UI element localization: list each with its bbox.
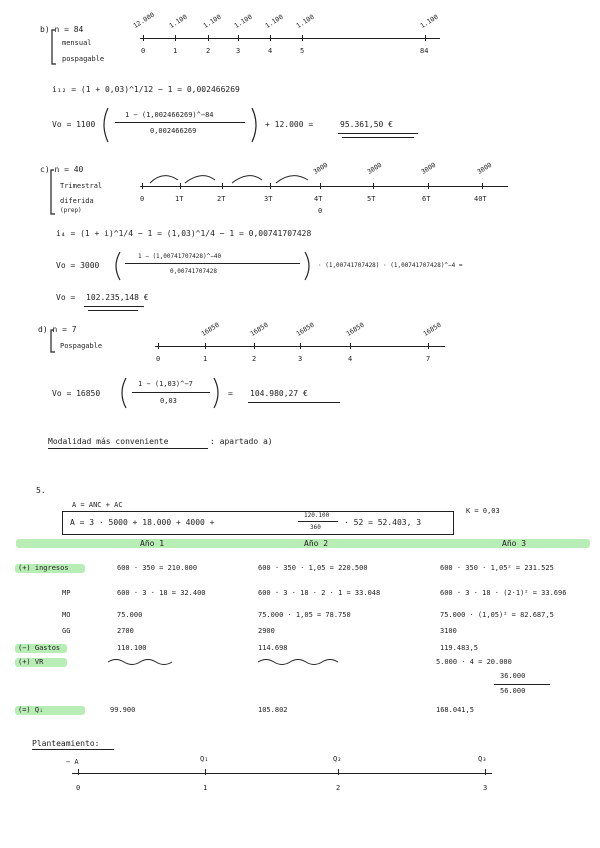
part-c-label: c) n = 40 xyxy=(40,165,84,174)
part-b-vo-prefix: Vo = 1100 xyxy=(52,120,96,129)
part-c-type-1: Trimestral xyxy=(60,182,103,190)
axis-label: 5 xyxy=(300,47,305,55)
plan-axis-label: 0 xyxy=(76,784,81,792)
qi-y1: 99.900 xyxy=(110,706,136,714)
k-value: K = 0,03 xyxy=(466,507,500,515)
gg-y1: 2700 xyxy=(117,627,134,635)
ingresos-y3: 600 · 350 · 1,05² = 231.525 xyxy=(440,564,554,572)
tick xyxy=(205,343,206,349)
tick xyxy=(302,35,303,41)
flow-value: 16850 xyxy=(421,320,443,338)
flow-value: 1.100 xyxy=(167,12,189,30)
tick xyxy=(142,183,143,189)
part-d-vo-eq: = xyxy=(228,389,233,398)
year-3-header: Año 3 xyxy=(502,539,527,548)
plan-flow: Q₃ xyxy=(478,755,487,763)
part-c-rate: i₄ = (1 + i)^1/4 − 1 = (1,03)^1/4 − 1 = 0,00741707428 xyxy=(56,229,312,238)
tick xyxy=(238,35,239,41)
box-frac-den: 360 xyxy=(310,524,321,531)
gastos-y3: 119.483,5 xyxy=(440,644,478,652)
flow-value: 3000 xyxy=(475,160,494,176)
axis-label: 3 xyxy=(236,47,241,55)
part-b-type-1: mensual xyxy=(62,39,92,47)
problem-number: 5. xyxy=(36,486,46,495)
vr-y3-line2: 36.000 xyxy=(500,672,526,680)
plan-timeline xyxy=(72,773,492,774)
tick xyxy=(482,183,483,189)
flow-value: 3000 xyxy=(365,160,384,176)
part-b-type-2: pospagable xyxy=(62,55,105,63)
tick xyxy=(222,183,223,189)
tick xyxy=(205,769,206,775)
plan-axis-label: 1 xyxy=(203,784,208,792)
mp-y3: 600 · 3 · 18 · (2·1)² = 33.696 xyxy=(440,589,567,597)
conclusion-text: : apartado a) xyxy=(210,437,273,446)
gg-y3: 3100 xyxy=(440,627,457,635)
mo-y1: 75.000 xyxy=(117,611,143,619)
tick xyxy=(208,35,209,41)
row-label-vr: (+) VR xyxy=(18,658,44,666)
plan-axis-label: 3 xyxy=(483,784,488,792)
gastos-y1: 110.100 xyxy=(117,644,147,652)
qi-y3: 168.041,5 xyxy=(436,706,474,714)
flow-value: 16850 xyxy=(344,320,366,338)
part-b-vo-suffix: + 12.000 = xyxy=(265,120,314,129)
part-b-frac-den: 0,002466269 xyxy=(150,127,197,135)
vr-y3-line1: 5.000 · 4 = 20.000 xyxy=(436,658,512,666)
tick xyxy=(425,35,426,41)
mp-y2: 600 · 3 · 18 · 2 · 1 = 33.048 xyxy=(258,589,381,597)
box-prefix: A = 3 · 5000 + 18.000 + 4000 + xyxy=(70,518,215,527)
part-b-frac-num: 1 − (1,002466269)^−84 xyxy=(125,111,214,119)
part-b-label: b) n = 84 xyxy=(40,25,84,34)
tick xyxy=(373,183,374,189)
part-c-frac-den: 0,00741707428 xyxy=(170,268,217,275)
flow-value: 12.000 xyxy=(131,10,156,30)
axis-label: 2 xyxy=(252,355,257,363)
axis-label: 0 xyxy=(140,195,145,203)
tick xyxy=(485,769,486,775)
axis-label: 1T xyxy=(175,195,184,203)
axis-label: 3T xyxy=(264,195,273,203)
tick xyxy=(300,343,301,349)
part-c-frac-num: 1 − (1,00741707428)^−40 xyxy=(138,253,222,260)
planteamiento-underline xyxy=(32,749,114,750)
year-2-header: Año 2 xyxy=(304,539,329,548)
tick xyxy=(428,183,429,189)
axis-label: 6T xyxy=(422,195,431,203)
planteamiento-label: Planteamiento: xyxy=(32,739,100,748)
formula-top: A = ANC + AC xyxy=(72,501,123,509)
part-d-frac-den: 0,03 xyxy=(160,397,177,405)
part-b-timeline xyxy=(140,38,440,39)
axis-label: 7 xyxy=(426,355,431,363)
fraction-bar xyxy=(298,521,338,522)
gg-y2: 2900 xyxy=(258,627,275,635)
result-underline xyxy=(338,133,418,134)
plan-flow: Q₂ xyxy=(333,755,342,763)
part-d-frac-num: 1 − (1,03)^−7 xyxy=(138,380,193,388)
part-c-vo-result: 102.235,148 € xyxy=(86,293,149,302)
axis-label: 0 xyxy=(156,355,161,363)
part-c-vo-suffix: · (1,00741707428) · (1,00741707428)^−4 = xyxy=(318,262,463,269)
tick xyxy=(270,35,271,41)
flow-value: 3000 xyxy=(419,160,438,176)
part-b-rate: i₁₂ = (1 + 0,03)^1/12 − 1 = 0,002466269 xyxy=(52,85,240,94)
part-d-type-1: Pospagable xyxy=(60,342,103,350)
row-label-ingresos: (+) ingresos xyxy=(18,564,69,572)
flow-value: 1.100 xyxy=(232,12,254,30)
flow-value: 16850 xyxy=(199,320,221,338)
tick xyxy=(320,183,321,189)
vr-y3-line3: 56.000 xyxy=(500,687,526,695)
axis-label: 4T xyxy=(314,195,323,203)
tick xyxy=(78,769,79,775)
part-c-result-label: Vo = xyxy=(56,293,76,302)
mo-y3: 75.000 · (1,05)² = 82.687,5 xyxy=(440,611,554,619)
part-b-vo-result: 95.361,50 € xyxy=(340,120,393,129)
tick xyxy=(143,35,144,41)
tick xyxy=(180,183,181,189)
flow-value: 1.100 xyxy=(201,12,223,30)
fraction-bar xyxy=(115,122,245,123)
qi-y2: 105.802 xyxy=(258,706,288,714)
axis-label: 4 xyxy=(348,355,353,363)
fraction-bar xyxy=(125,263,300,264)
mo-y2: 75.000 · 1,05 = 78.750 xyxy=(258,611,351,619)
box-suffix: · 52 = 52.403, 3 xyxy=(344,518,422,527)
row-label-gg: GG xyxy=(62,627,71,635)
row-label-qi: (=) Qᵢ xyxy=(18,706,44,714)
flow-value: 1.100 xyxy=(418,12,440,30)
axis-label: 2 xyxy=(206,47,211,55)
gastos-y2: 114.698 xyxy=(258,644,288,652)
axis-label: 1 xyxy=(203,355,208,363)
ingresos-y1: 600 · 350 = 210.000 xyxy=(117,564,198,572)
flow-value: 16850 xyxy=(248,320,270,338)
tick xyxy=(175,35,176,41)
sum-line xyxy=(494,684,550,685)
flow-value: 16850 xyxy=(294,320,316,338)
plan-flow: Q₁ xyxy=(200,755,209,763)
part-d-label: d) n = 7 xyxy=(38,325,77,334)
tick xyxy=(270,183,271,189)
tick xyxy=(428,343,429,349)
axis-label: 3 xyxy=(298,355,303,363)
part-c-vo-prefix: Vo = 3000 xyxy=(56,261,100,270)
row-label-mp: MP xyxy=(62,589,71,597)
result-underline xyxy=(84,306,144,307)
box-frac-num: 120.100 xyxy=(304,512,330,519)
year-1-header: Año 1 xyxy=(140,539,165,548)
flow-value: 1.100 xyxy=(294,12,316,30)
tick xyxy=(350,343,351,349)
axis-sub-label: 0 xyxy=(318,207,323,215)
ingresos-y2: 600 · 350 · 1,05 = 220.500 xyxy=(258,564,368,572)
result-underline xyxy=(342,137,414,138)
tick xyxy=(338,769,339,775)
part-d-vo-result: 104.980,27 € xyxy=(250,389,308,398)
axis-label: 40T xyxy=(474,195,487,203)
axis-label: 2T xyxy=(217,195,226,203)
plan-flow: − A xyxy=(66,758,79,766)
axis-label: 1 xyxy=(173,47,178,55)
part-c-type-2: diferida xyxy=(60,197,94,205)
part-d-vo-prefix: Vo = 16850 xyxy=(52,389,101,398)
flow-value: 1.100 xyxy=(263,12,285,30)
tick xyxy=(158,343,159,349)
conclusion-underline xyxy=(48,448,208,449)
row-label-gastos: (−) Gastos xyxy=(18,644,61,652)
mp-y1: 600 · 3 · 18 = 32.400 xyxy=(117,589,206,597)
conclusion-label: Modalidad más conveniente xyxy=(48,437,169,446)
axis-label: 5T xyxy=(367,195,376,203)
plan-axis-label: 2 xyxy=(336,784,341,792)
axis-label: 0 xyxy=(141,47,146,55)
row-label-mo: MO xyxy=(62,611,71,619)
axis-label: 4 xyxy=(268,47,273,55)
flow-value: 3000 xyxy=(311,160,330,176)
tick xyxy=(254,343,255,349)
result-underline xyxy=(248,402,340,403)
result-underline xyxy=(88,310,138,311)
part-c-timeline xyxy=(140,186,508,187)
part-c-type-3: (prep) xyxy=(60,207,82,214)
fraction-bar xyxy=(132,392,210,393)
axis-label: 84 xyxy=(420,47,429,55)
